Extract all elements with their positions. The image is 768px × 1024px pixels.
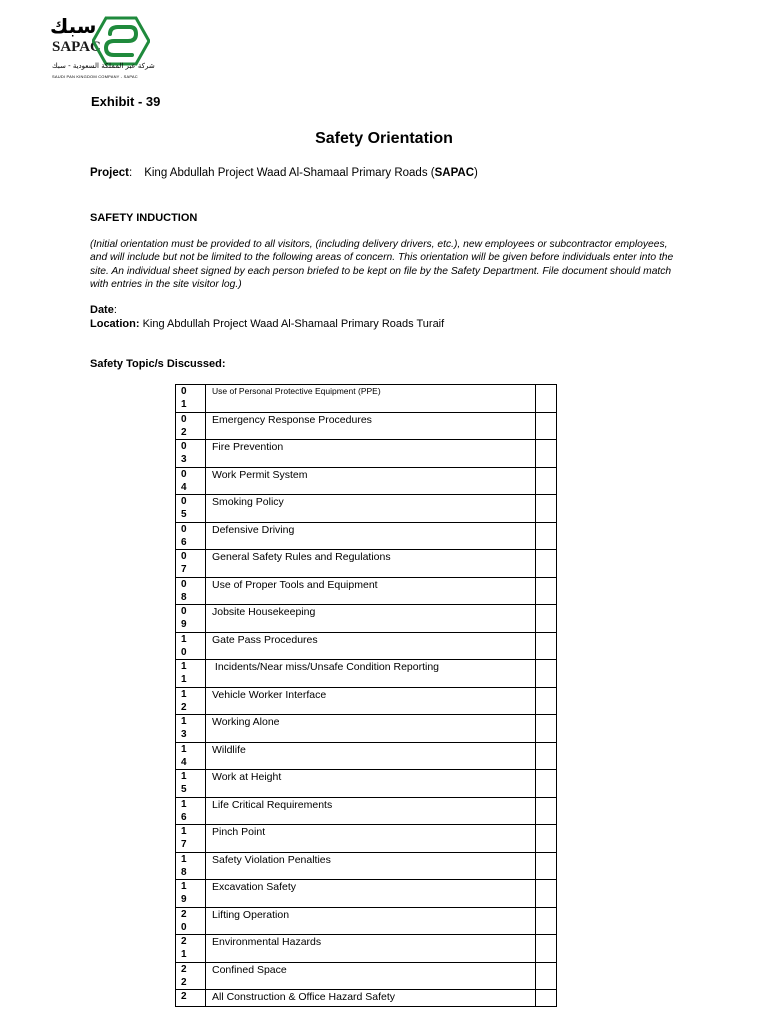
topic-checkbox-cell[interactable] (536, 522, 557, 550)
table-row (176, 412, 557, 440)
topic-number (176, 770, 206, 798)
topic-number (176, 715, 206, 743)
topic-checkbox-cell[interactable] (536, 495, 557, 523)
document-title: Safety Orientation (315, 130, 453, 147)
table-row (176, 687, 557, 715)
project-line: Project: King Abdullah Project Waad Al-Shamaal Primary Roads (SAPAC) (90, 167, 478, 179)
topic-checkbox-cell[interactable] (536, 907, 557, 935)
topic-number (176, 687, 206, 715)
topics-heading: Safety Topic/s Discussed: (90, 358, 226, 370)
topic-label: Work at Height (206, 770, 536, 798)
project-value-suffix: ) (474, 167, 478, 179)
topic-number-digit: 2 (181, 976, 187, 988)
table-row (176, 907, 557, 935)
topic-number (176, 412, 206, 440)
topic-number (176, 825, 206, 853)
topic-number (176, 907, 206, 935)
topic-label: Incidents/Near miss/Unsafe Condition Reporting (206, 660, 536, 688)
table-row (176, 440, 557, 468)
topic-label: Emergency Response Procedures (206, 412, 536, 440)
company-logo (50, 14, 154, 82)
topic-number-digit: 2 (181, 908, 187, 920)
topic-number (176, 550, 206, 578)
location-label: Location: (90, 318, 140, 330)
date-value: : (113, 304, 117, 316)
topic-label: Work Permit System (206, 467, 536, 495)
topic-number (176, 880, 206, 908)
topic-number (176, 797, 206, 825)
topic-label: Lifting Operation (206, 907, 536, 935)
topic-label: Smoking Policy (206, 495, 536, 523)
topic-number-digit: 8 (181, 591, 187, 603)
table-row (176, 632, 557, 660)
topic-label: Use of Proper Tools and Equipment (206, 577, 536, 605)
topic-number (176, 385, 206, 413)
topic-number-digit: 1 (181, 674, 187, 685)
intro-paragraph: (Initial orientation must be provided to all visitors, (including delivery drivers, etc.), new employees or subcontractor employees, and will include but not be limited to the following areas of concern. This orientation will be given before individuals enter into the site. An individual sheet signed by each person briefed to be kept on file by the Safety Department. File document should match with entries in the site visitor log.) (90, 239, 674, 291)
topic-label: Safety Violation Penalties (206, 852, 536, 880)
topic-number (176, 632, 206, 660)
location-line (90, 318, 444, 330)
table-row (176, 605, 557, 633)
topic-number-digit: 0 (181, 551, 187, 562)
topic-label: Pinch Point (206, 825, 536, 853)
topic-number (176, 660, 206, 688)
topic-number-digit: 1 (181, 853, 187, 865)
topic-number-digit: 5 (181, 784, 187, 795)
topic-number (176, 495, 206, 523)
topic-number-digit: 4 (181, 756, 187, 768)
location-value: King Abdullah Project Waad Al-Shamaal Primary Roads Turaif (142, 318, 445, 330)
topic-checkbox-cell[interactable] (536, 880, 557, 908)
topic-number-digit: 1 (181, 661, 187, 672)
topic-number-digit: 0 (181, 386, 187, 397)
topic-number-digit: 4 (181, 481, 187, 493)
topic-number-digit: 2 (181, 701, 187, 713)
table-row (176, 385, 557, 413)
topic-checkbox-cell[interactable] (536, 440, 557, 468)
topic-number-digit: 0 (181, 646, 187, 658)
topic-number-digit: 0 (181, 606, 187, 617)
topic-checkbox-cell[interactable] (536, 797, 557, 825)
topic-number-digit: 3 (181, 729, 187, 740)
topic-number-digit: 9 (181, 894, 187, 905)
project-value-bold: SAPAC (434, 167, 475, 179)
topic-label: Jobsite Housekeeping (206, 605, 536, 633)
topic-number (176, 605, 206, 633)
logo-arabic-name: سبك (50, 14, 97, 38)
topic-number-digit: 0 (181, 496, 187, 507)
topic-checkbox-cell[interactable] (536, 935, 557, 963)
topic-number (176, 440, 206, 468)
table-row (176, 467, 557, 495)
topic-number-digit: 2 (181, 426, 187, 438)
topic-number-digit: 0 (181, 413, 187, 425)
topic-number-digit: 0 (181, 578, 187, 590)
topic-number (176, 852, 206, 880)
topic-checkbox-cell[interactable] (536, 412, 557, 440)
topic-number-digit: 9 (181, 619, 187, 630)
topic-number (176, 522, 206, 550)
topic-number-digit: 1 (181, 798, 187, 810)
topic-label: Working Alone (206, 715, 536, 743)
topic-checkbox-cell[interactable] (536, 687, 557, 715)
section-heading: SAFETY INDUCTION (90, 212, 198, 224)
project-label: Project (90, 167, 129, 179)
topic-checkbox-cell[interactable] (536, 605, 557, 633)
topic-checkbox-cell[interactable] (536, 990, 557, 1007)
topic-number (176, 990, 206, 1007)
topic-checkbox-cell[interactable] (536, 550, 557, 578)
topic-checkbox-cell[interactable] (536, 577, 557, 605)
table-row (176, 770, 557, 798)
topic-label: Use of Personal Protective Equipment (PPE) (206, 385, 536, 413)
topic-label: Gate Pass Procedures (206, 632, 536, 660)
topic-number-digit: 0 (181, 921, 187, 933)
topic-number-digit: 1 (181, 716, 187, 727)
project-value-prefix: King Abdullah Project Waad Al-Shamaal Primary Roads ( (144, 167, 435, 179)
date-line (90, 304, 117, 316)
topic-number-digit: 6 (181, 811, 187, 823)
table-row (176, 962, 557, 990)
exhibit-number: Exhibit - 39 (91, 94, 161, 109)
topic-number (176, 577, 206, 605)
topic-number-digit: 2 (181, 963, 187, 975)
table-row (176, 715, 557, 743)
safety-topics-table (175, 384, 557, 1007)
topic-number (176, 962, 206, 990)
topic-label: Wildlife (206, 742, 536, 770)
topic-checkbox-cell[interactable] (536, 660, 557, 688)
topic-number-digit: 8 (181, 866, 187, 878)
topic-label: All Construction & Office Hazard Safety (206, 990, 536, 1007)
table-row (176, 660, 557, 688)
table-row (176, 742, 557, 770)
topic-checkbox-cell[interactable] (536, 385, 557, 413)
table-row (176, 880, 557, 908)
topic-number-digit: 1 (181, 633, 187, 645)
topic-number-digit: 3 (181, 454, 187, 465)
table-row (176, 577, 557, 605)
table-row (176, 825, 557, 853)
topic-number-digit: 1 (181, 826, 187, 837)
topic-number-digit: 6 (181, 536, 187, 548)
topic-label: Fire Prevention (206, 440, 536, 468)
topic-checkbox-cell[interactable] (536, 467, 557, 495)
topic-number-digit: 1 (181, 399, 187, 410)
topic-number-digit: 0 (181, 441, 187, 452)
topic-number-digit: 0 (181, 523, 187, 535)
table-row (176, 522, 557, 550)
sapac-emblem-icon (92, 16, 150, 66)
topic-number (176, 467, 206, 495)
topic-label: Defensive Driving (206, 522, 536, 550)
topic-label: Vehicle Worker Interface (206, 687, 536, 715)
logo-name: SAPAC (52, 39, 101, 55)
topic-checkbox-cell[interactable] (536, 962, 557, 990)
topic-number-digit: 1 (181, 881, 187, 892)
topic-label: Life Critical Requirements (206, 797, 536, 825)
topic-number (176, 742, 206, 770)
topic-label: Confined Space (206, 962, 536, 990)
topic-number-digit: 1 (181, 743, 187, 755)
topic-number-digit: 2 (181, 991, 187, 1002)
topic-number-digit: 2 (181, 936, 187, 947)
topic-number-digit: 1 (181, 949, 187, 960)
topic-label: Excavation Safety (206, 880, 536, 908)
topic-number-digit: 5 (181, 509, 187, 520)
logo-english-subtitle: SAUDI PAN KINGDOM COMPANY - SAPAC (52, 74, 138, 79)
table-row (176, 935, 557, 963)
table-row (176, 852, 557, 880)
topic-checkbox-cell[interactable] (536, 715, 557, 743)
table-row (176, 797, 557, 825)
table-row (176, 495, 557, 523)
table-row (176, 990, 557, 1007)
topic-number-digit: 7 (181, 564, 187, 575)
topic-checkbox-cell[interactable] (536, 632, 557, 660)
topic-label: General Safety Rules and Regulations (206, 550, 536, 578)
topic-number-digit: 1 (181, 771, 187, 782)
logo-arabic-subtitle: شركة عبر المملكة السعودية - سبك (52, 62, 155, 70)
table-row (176, 550, 557, 578)
topic-checkbox-cell[interactable] (536, 770, 557, 798)
topic-checkbox-cell[interactable] (536, 742, 557, 770)
date-label: Date (90, 304, 114, 316)
topic-number-digit: 7 (181, 839, 187, 850)
topic-checkbox-cell[interactable] (536, 825, 557, 853)
topic-number-digit: 1 (181, 688, 187, 700)
topic-number (176, 935, 206, 963)
topic-label: Environmental Hazards (206, 935, 536, 963)
topic-number-digit: 0 (181, 468, 187, 480)
topic-checkbox-cell[interactable] (536, 852, 557, 880)
